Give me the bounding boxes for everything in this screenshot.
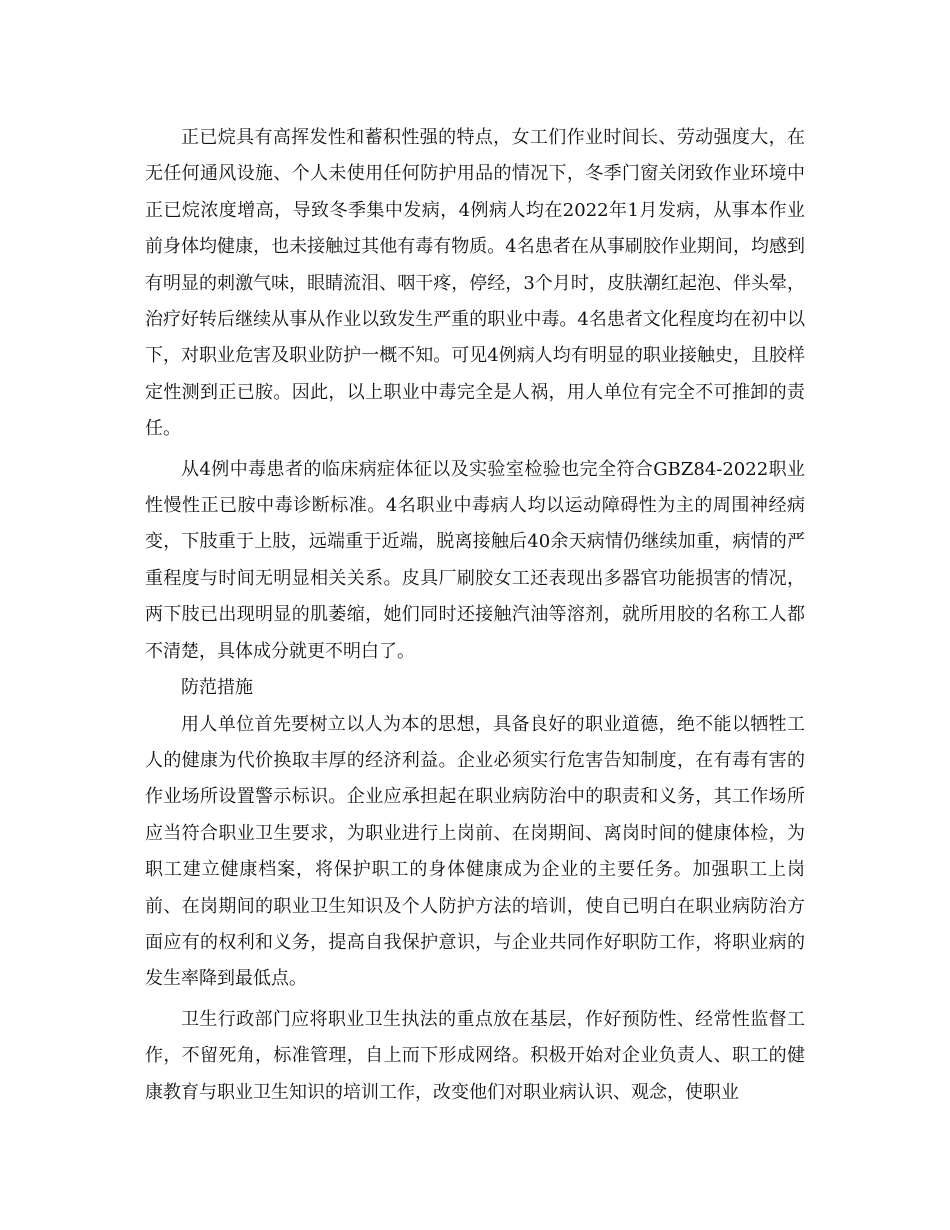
paragraph-clinical-diagnosis: 从4例中毒患者的临床病症体征以及实验室检验也完全符合GBZ84-2022职业性慢性正已胺中毒诊断标准。4名职业中毒病人均以运动障碍性为主的周围神经病变，下肢重于上肢，远端重于近端，脱离接触后40余天病情仍继续加重，病情的严重程度与时间无明显相关关系。皮具厂刷胶女工还表现出多器官功能损害的情况，两下肢已出现明显的肌萎缩，她们同时还接触汽油等溶剂，就所用胶的名称工人都不清楚，具体成分就更不明白了。 (145, 458, 805, 662)
section-heading-prevention: 防范措施 (181, 677, 253, 699)
paragraph-employer-measures: 用人单位首先要树立以人为本的思想，具备良好的职业道德，绝不能以牺牲工人的健康为代价换取丰厚的经济利益。企业必须实行危害告知制度，在有毒有害的作业场所设置警示标识。企业应承担起在职业病防治中的职责和义务，其工作场所应当符合职业卫生要求，为职业进行上岗前、在岗期间、离岗时间的健康体检，为职工建立健康档案，将保护职工的身体健康成为企业的主要任务。加强职工上岗前、在岗期间的职业卫生知识及个人防护方法的培训，使自已明白在职业病防治方面应有的权利和义务，提高自我保护意识，与企业共同作好职防工作，将职业病的发生率降到最低点。 (145, 713, 805, 990)
document-body (145, 120, 805, 1111)
paragraph-exposure-analysis: 正已烷具有高挥发性和蓄积性强的特点，女工们作业时间长、劳动强度大，在无任何通风设施、个人未使用任何防护用品的情况下，冬季门窗关闭致作业环境中正已烷浓度增高，导致冬季集中发病，4例病人均在2022年1月发病，从事本作业前身体均健康，也未接触过其他有毒有物质。4名患者在从事刷胶作业期间，均感到有明显的刺激气味，眼睛流泪、咽干疼，停经，3个月时，皮肤潮红起泡、伴头晕，治疗好转后继续从事从作业以致发生严重的职业中毒。4名患者文化程度均在初中以下，对职业危害及职业防护一概不知。可见4例病人均有明显的职业接触史，且胶样定性测到正已胺。因此，以上职业中毒完全是人祸，用人单位有完全不可推卸的责任。 (145, 127, 805, 440)
paragraph-government-measures: 卫生行政部门应将职业卫生执法的重点放在基层，作好预防性、经常性监督工作，不留死角，标准管理，自上而下形成网络。积极开始对企业负责人、职工的健康教育与职业卫生知识的培训工作，改变他们对职业病认识、观念，使职业 (145, 1008, 805, 1103)
